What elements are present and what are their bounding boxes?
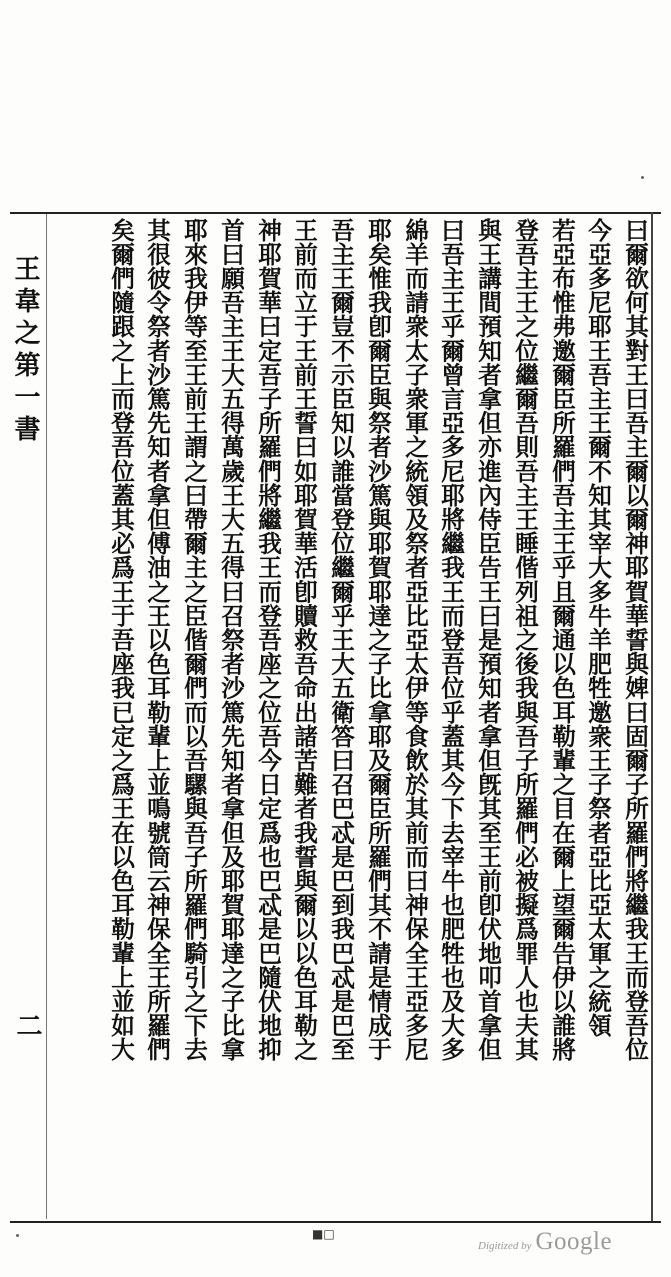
text-column-7: 綿羊而請衆太子衆軍之統領及祭者亞比亞太伊等食飲於其前而曰神保全王亞多尼: [401, 218, 429, 1062]
text-column-12: 首曰願吾主王大五得萬歲王大五得曰召祭者沙篤先知者拿但及耶賀耶達之子比拿: [217, 218, 245, 1062]
frame-right-rule: [651, 212, 653, 1221]
watermark-prefix: Digitized by: [478, 1240, 532, 1252]
ink-speck: [641, 176, 644, 179]
ink-speck: [16, 1234, 19, 1237]
margin-rule: [46, 214, 47, 1219]
text-column-15: 矣爾們隨跟之上而登吾位蓋其必爲王于吾座我已定之爲王在以色耳勒輩上並如大: [107, 218, 135, 1062]
text-column-1: 曰爾欲何其對王曰吾主爾以爾神耶賀華誓與婢曰固爾子所羅們將繼我王而登吾位: [621, 218, 649, 1062]
text-column-13: 耶來我伊等至王前王謂之曰帶爾主之臣偕爾們而以吾騾與吾子所羅們騎引之下去: [180, 218, 208, 1062]
digitized-by-watermark: [478, 1228, 612, 1256]
footer-mark: ■□: [312, 1227, 335, 1241]
book-title: 王韋之第一書: [10, 255, 40, 447]
text-column-5: 與王講間預知者拿但亦進內侍臣告王曰是預知者拿但旣其至王前卽伏地叩首拿但: [474, 218, 502, 1062]
text-column-4: 登吾主王之位繼爾吾則吾主王睡偕列祖之後我與吾子所羅們必被擬爲罪人也夫其: [511, 218, 539, 1062]
text-column-3: 若亞布惟弗邀爾臣所羅們吾主王乎且爾通以色耳勒輩之目在爾上望爾告伊以誰將: [548, 218, 576, 1062]
text-column-9: 吾主王爾豈不示臣知以誰當登位繼爾乎王大五衛答曰召巴忒是巴到我巴忒是巴至: [327, 218, 355, 1062]
text-column-11: 神耶賀華曰定吾子所羅們將繼我王而登吾座之位吾今日定爲也巴忒是巴隨伏地抑: [254, 218, 282, 1062]
text-column-14: 其很彼令祭者沙篤先知者拿但傅油之王以色耳勒輩上並鳴號筒云神保全王所羅們: [143, 218, 171, 1062]
text-column-6: 曰吾主王乎爾曾言亞多尼耶將繼我王而登吾位乎蓋其今下去宰牛也肥牲也及大多: [437, 218, 465, 1062]
text-column-8: 耶矣惟我卽爾臣與祭者沙篤與耶賀耶達之子比拿耶及爾臣所羅們其不請是情成于: [364, 218, 392, 1062]
text-column-2: 今亞多尼耶王吾主王爾不知其宰大多牛羊肥牲邀衆王子祭者亞比亞太軍之統領: [584, 218, 612, 1038]
google-logo: Google: [535, 1228, 613, 1255]
text-column-10: 王前而立于王前王誓曰如耶賀華活卽贖救吾命出諸苦難者我誓與爾以以色耳勒之: [290, 218, 318, 1062]
page-number: 二: [12, 1012, 42, 1038]
